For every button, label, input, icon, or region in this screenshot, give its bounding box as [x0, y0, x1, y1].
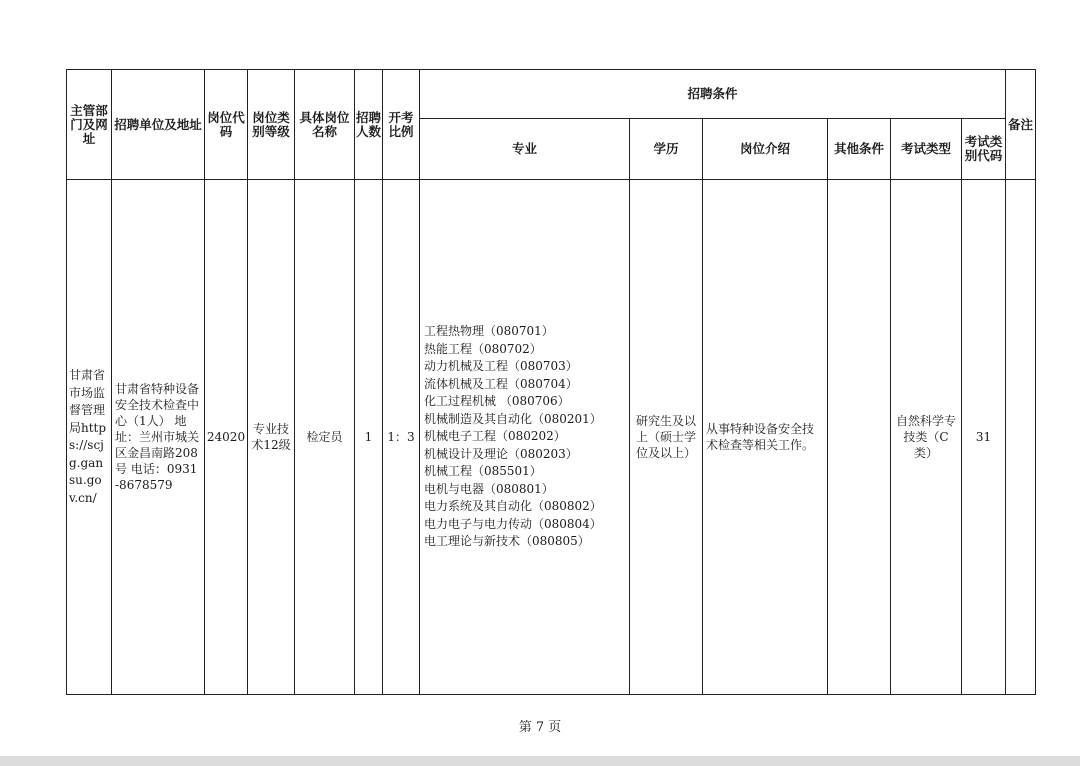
header-other: 其他条件 [828, 119, 891, 180]
header-dept: 主管部门及网址 [67, 70, 112, 180]
header-conditions: 招聘条件 [420, 70, 1006, 119]
major-item: 机械电子工程（080202） [424, 429, 566, 444]
major-item: 电机与电器（080801） [424, 481, 554, 496]
remark-cell [1006, 180, 1036, 695]
education-cell: 研究生及以上（硕士学位及以上） [630, 180, 703, 695]
header-exam-type: 考试类型 [891, 119, 962, 180]
header-ratio: 开考比例 [383, 70, 420, 180]
other-cell [828, 180, 891, 695]
grade-cell: 专业技术12级 [248, 180, 295, 695]
header-exam-code: 考试类别代码 [962, 119, 1006, 180]
code-cell: 24020 [205, 180, 248, 695]
intro-cell: 从事特种设备安全技术检查等相关工作。 [703, 180, 828, 695]
exam-type-cell: 自然科学专技类（C类） [891, 180, 962, 695]
exam-code-cell: 31 [962, 180, 1006, 695]
major-item: 动力机械及工程（080703） [424, 359, 578, 374]
header-intro: 岗位介绍 [703, 119, 828, 180]
position-cell: 检定员 [295, 180, 355, 695]
header-position: 具体岗位名称 [295, 70, 355, 180]
major-item: 化工过程机械 （080706） [424, 394, 570, 409]
header-count: 招聘人数 [355, 70, 383, 180]
count-cell: 1 [355, 180, 383, 695]
unit-cell: 甘肃省特种设备安全技术检查中心（1人） 地址：兰州市城关区金昌南路208号 电话：0931-8678579 [112, 180, 205, 695]
major-item: 热能工程（080702） [424, 341, 542, 356]
page-bottom-edge [0, 756, 1080, 766]
header-remark: 备注 [1006, 70, 1036, 180]
recruitment-table [66, 69, 1036, 695]
header-code: 岗位代码 [205, 70, 248, 180]
page-number: 第 7 页 [518, 720, 562, 735]
major-item: 机械制造及其自动化（080201） [424, 411, 602, 426]
header-education: 学历 [630, 119, 703, 180]
major-cell [420, 180, 630, 695]
major-item: 机械工程（085501） [424, 464, 542, 479]
header-grade: 岗位类别等级 [248, 70, 295, 180]
major-item: 机械设计及理论（080203） [424, 446, 578, 461]
table-row [67, 180, 1036, 695]
header-major: 专业 [420, 119, 630, 180]
dept-cell: 甘肃省市场监督管理局https://scjg.gansu.gov.cn/ [67, 180, 112, 695]
ratio-cell: 1：3 [383, 180, 420, 695]
major-item: 流体机械及工程（080704） [424, 376, 578, 391]
major-item: 电力系统及其自动化（080802） [424, 499, 602, 514]
header-unit: 招聘单位及地址 [112, 70, 205, 180]
major-item: 电工理论与新技术（080805） [424, 534, 590, 549]
major-item: 电力电子与电力传动（080804） [424, 516, 602, 531]
major-item: 工程热物理（080701） [424, 324, 554, 339]
